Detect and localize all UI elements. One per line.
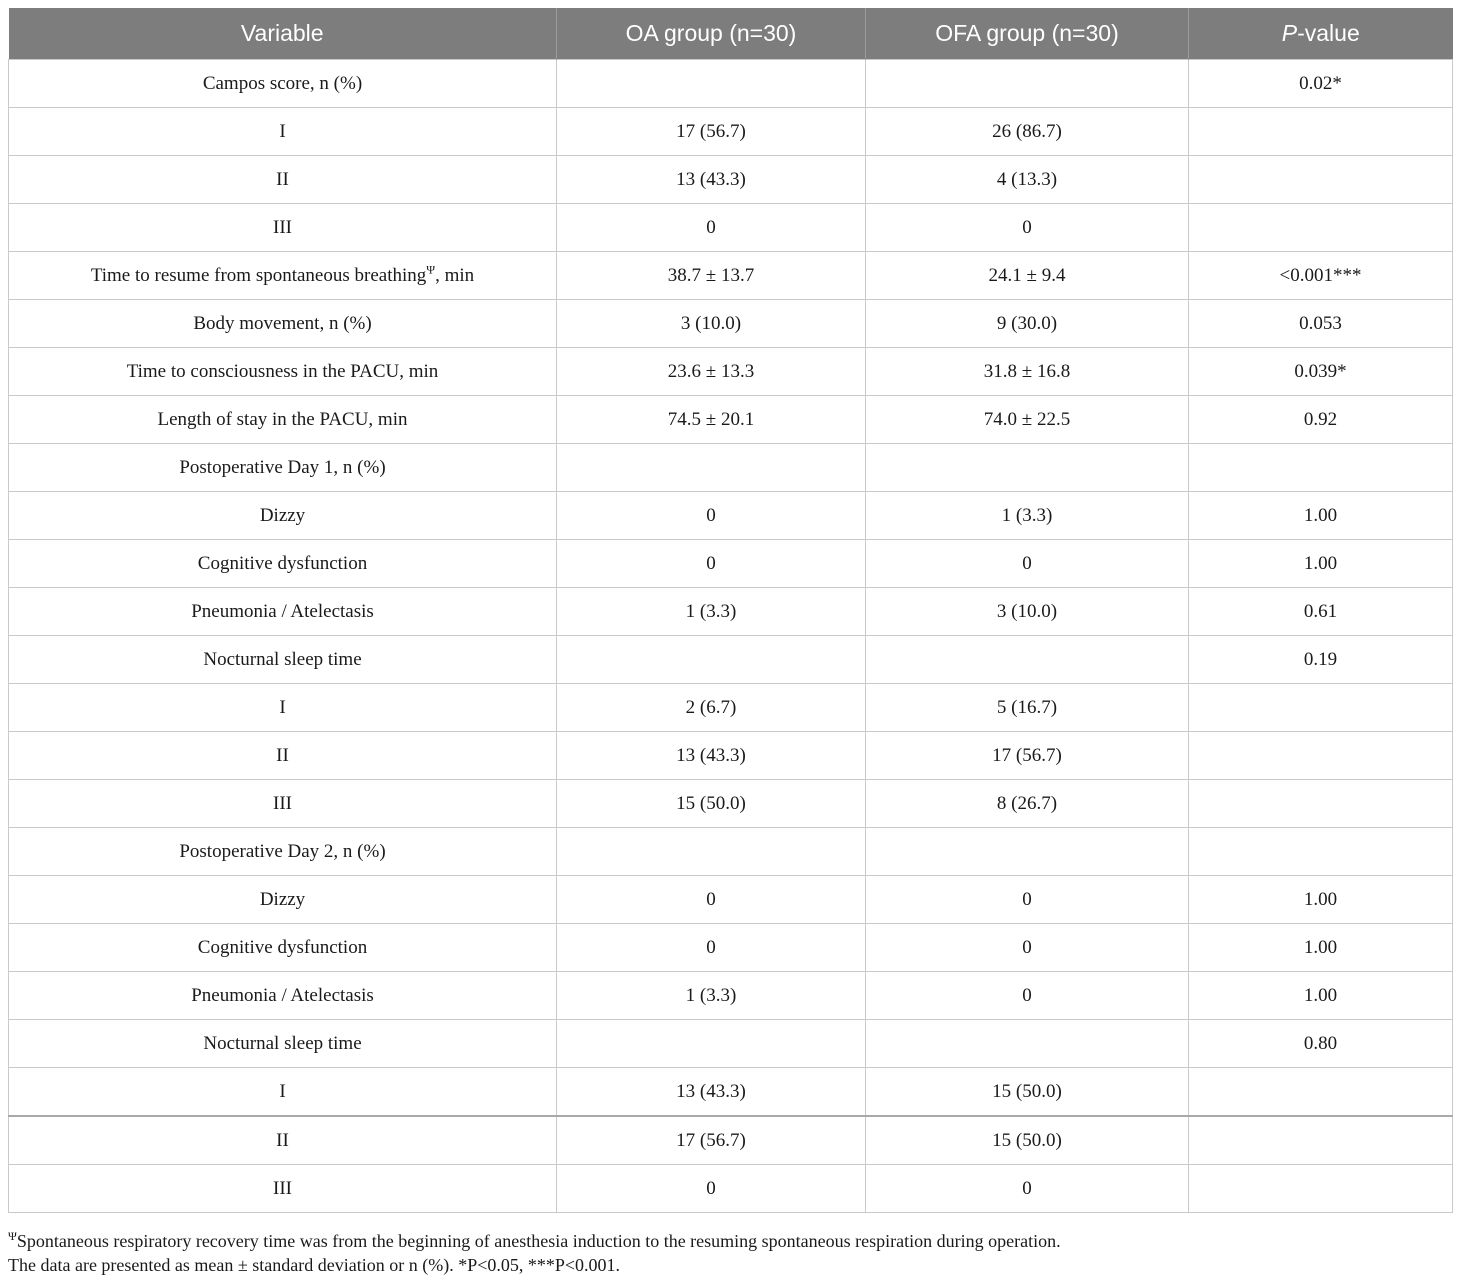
header-p-rest: -value [1297,20,1360,46]
cell-variable: Nocturnal sleep time [9,636,557,684]
cell-variable: Dizzy [9,876,557,924]
cell-variable: Cognitive dysfunction [9,540,557,588]
table-row [9,732,1453,780]
header-p-value [1189,8,1453,60]
cell-oa: 17 (56.7) [557,1116,866,1165]
cell-variable: Length of stay in the PACU, min [9,396,557,444]
cell-variable: Nocturnal sleep time [9,1020,557,1068]
cell-variable: Dizzy [9,492,557,540]
cell-oa [557,60,866,108]
cell-ofa: 5 (16.7) [866,684,1189,732]
cell-ofa: 0 [866,924,1189,972]
table-row [9,444,1453,492]
cell-ofa [866,444,1189,492]
cell-p-value: 0.02* [1189,60,1453,108]
cell-variable: I [9,684,557,732]
cell-ofa: 74.0 ± 22.5 [866,396,1189,444]
cell-oa: 2 (6.7) [557,684,866,732]
cell-variable: Pneumonia / Atelectasis [9,588,557,636]
cell-p-value [1189,108,1453,156]
cell-ofa: 8 (26.7) [866,780,1189,828]
header-oa-group: OA group (n=30) [557,8,866,60]
table-row [9,252,1453,300]
table-row [9,972,1453,1020]
cell-p-value: 0.053 [1189,300,1453,348]
footnote-2: The data are presented as mean ± standard deviation or n (%). *P<0.05, ***P<0.001. [8,1255,621,1275]
table-row [9,924,1453,972]
results-table-container [8,8,1452,1213]
cell-variable: Postoperative Day 1, n (%) [9,444,557,492]
cell-p-value: 0.19 [1189,636,1453,684]
cell-oa: 0 [557,876,866,924]
cell-p-value: 0.039* [1189,348,1453,396]
table-row [9,636,1453,684]
results-table [8,8,1453,1213]
cell-variable [9,252,557,300]
cell-variable: III [9,204,557,252]
cell-variable: Cognitive dysfunction [9,924,557,972]
table-row [9,1068,1453,1117]
cell-ofa: 0 [866,204,1189,252]
cell-ofa: 24.1 ± 9.4 [866,252,1189,300]
table-row [9,540,1453,588]
cell-oa: 23.6 ± 13.3 [557,348,866,396]
cell-p-value: 1.00 [1189,924,1453,972]
cell-variable: I [9,108,557,156]
cell-ofa: 26 (86.7) [866,108,1189,156]
cell-variable: I [9,1068,557,1117]
table-row [9,108,1453,156]
cell-variable-sup: Ψ [426,262,436,277]
cell-p-value: 0.92 [1189,396,1453,444]
table-row [9,780,1453,828]
cell-ofa: 0 [866,876,1189,924]
cell-oa: 0 [557,924,866,972]
cell-variable: Postoperative Day 2, n (%) [9,828,557,876]
cell-variable: III [9,1165,557,1213]
cell-oa: 0 [557,492,866,540]
cell-oa: 17 (56.7) [557,108,866,156]
footnote-1 [8,1229,1452,1253]
cell-variable: Body movement, n (%) [9,300,557,348]
cell-oa: 74.5 ± 20.1 [557,396,866,444]
table-row [9,156,1453,204]
cell-ofa: 15 (50.0) [866,1116,1189,1165]
cell-ofa: 9 (30.0) [866,300,1189,348]
cell-p-value [1189,1068,1453,1117]
cell-oa [557,636,866,684]
cell-oa [557,1020,866,1068]
table-row [9,396,1453,444]
cell-variable: II [9,1116,557,1165]
cell-ofa: 31.8 ± 16.8 [866,348,1189,396]
cell-oa: 1 (3.3) [557,588,866,636]
cell-oa: 0 [557,1165,866,1213]
header-p-italic: P [1281,20,1298,46]
cell-oa: 13 (43.3) [557,1068,866,1117]
cell-p-value: 0.80 [1189,1020,1453,1068]
cell-variable: Pneumonia / Atelectasis [9,972,557,1020]
cell-p-value: 1.00 [1189,492,1453,540]
cell-oa: 15 (50.0) [557,780,866,828]
cell-p-value [1189,780,1453,828]
table-row [9,684,1453,732]
cell-p-value: <0.001*** [1189,252,1453,300]
cell-oa: 13 (43.3) [557,156,866,204]
cell-ofa: 0 [866,972,1189,1020]
cell-ofa: 0 [866,540,1189,588]
table-row [9,828,1453,876]
table-row [9,204,1453,252]
cell-ofa: 15 (50.0) [866,1068,1189,1117]
cell-ofa: 0 [866,1165,1189,1213]
header-row [9,8,1453,60]
cell-oa: 38.7 ± 13.7 [557,252,866,300]
cell-oa [557,444,866,492]
cell-ofa: 3 (10.0) [866,588,1189,636]
cell-oa: 3 (10.0) [557,300,866,348]
table-row [9,1165,1453,1213]
cell-variable: II [9,732,557,780]
cell-ofa [866,1020,1189,1068]
table-row [9,300,1453,348]
table-row [9,876,1453,924]
cell-p-value [1189,1116,1453,1165]
cell-variable: II [9,156,557,204]
cell-oa: 0 [557,540,866,588]
cell-ofa [866,828,1189,876]
cell-p-value: 1.00 [1189,876,1453,924]
cell-p-value: 1.00 [1189,972,1453,1020]
cell-variable-text: Time to resume from spontaneous breathing [90,264,427,286]
table-row [9,1020,1453,1068]
cell-p-value [1189,828,1453,876]
cell-variable-tail: , min [435,264,475,286]
cell-oa [557,828,866,876]
cell-oa: 13 (43.3) [557,732,866,780]
table-row [9,492,1453,540]
footnote-1-text: Spontaneous respiratory recovery time was from the beginning of anesthesia induction to the resuming spontaneous respiration during operation. [16,1231,1061,1251]
table-row [9,1116,1453,1165]
cell-variable: Campos score, n (%) [9,60,557,108]
cell-p-value: 1.00 [1189,540,1453,588]
cell-p-value [1189,684,1453,732]
header-variable: Variable [9,8,557,60]
cell-variable: III [9,780,557,828]
table-body [9,60,1453,1213]
cell-oa: 0 [557,204,866,252]
table-header [9,8,1453,60]
table-row [9,348,1453,396]
cell-ofa: 17 (56.7) [866,732,1189,780]
cell-oa: 1 (3.3) [557,972,866,1020]
cell-p-value: 0.61 [1189,588,1453,636]
cell-ofa: 4 (13.3) [866,156,1189,204]
cell-p-value [1189,444,1453,492]
cell-p-value [1189,156,1453,204]
cell-variable: Time to consciousness in the PACU, min [9,348,557,396]
cell-ofa: 1 (3.3) [866,492,1189,540]
cell-p-value [1189,1165,1453,1213]
table-row [9,60,1453,108]
cell-p-value [1189,204,1453,252]
cell-p-value [1189,732,1453,780]
header-ofa-group: OFA group (n=30) [866,8,1189,60]
cell-ofa [866,636,1189,684]
table-row [9,588,1453,636]
table-footnotes [8,1229,1452,1277]
cell-ofa [866,60,1189,108]
footnote-1-symbol: Ψ [8,1229,17,1243]
